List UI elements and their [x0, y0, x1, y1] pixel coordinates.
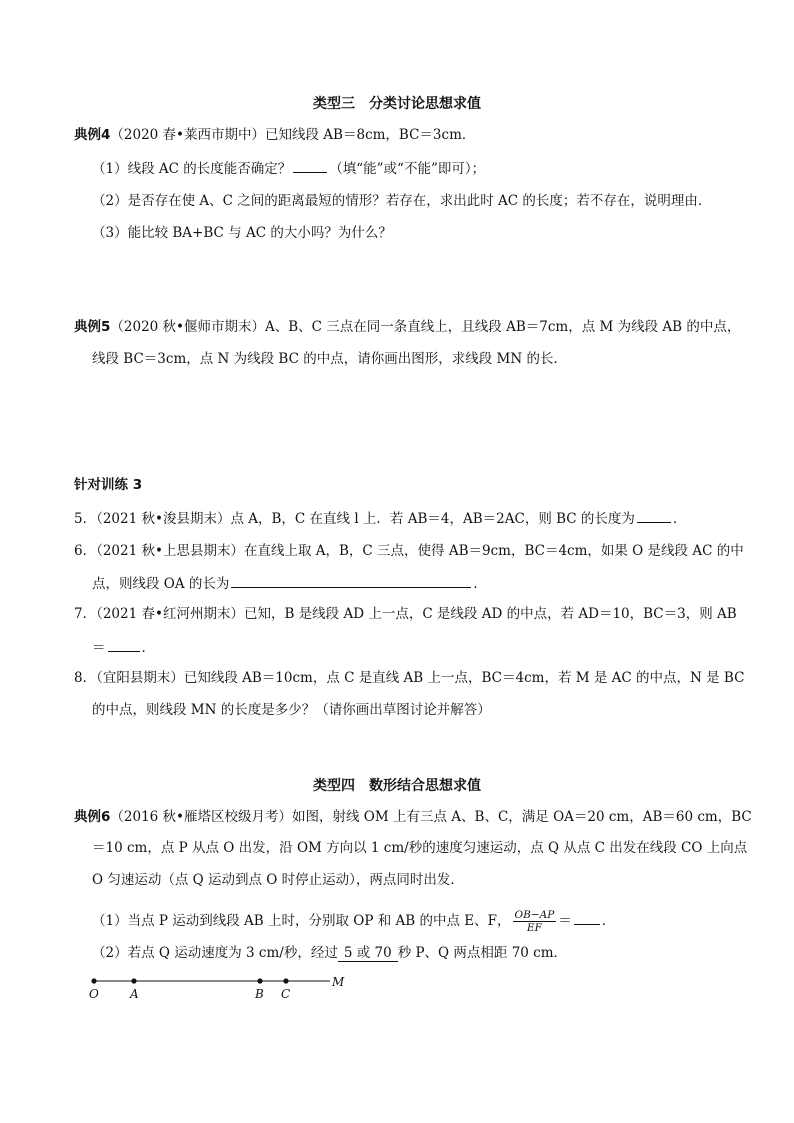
point-b-label: B — [255, 987, 264, 1001]
example-6-line2: ＝10 cm，点 P 从点 O 出发，沿 OM 方向以 1 cm/秒的速度匀速运动，点 Q 从点 C 出发在线段 CO 上向点 — [92, 840, 748, 856]
question-5 — [74, 508, 686, 529]
example-5-text: （2020 秋•偃师市期末）A、B、C 三点在同一条直线上，且线段 AB＝7cm，点 M 为线段 AB 的中点， — [110, 319, 741, 335]
q1-end: ． — [601, 913, 616, 929]
filled-answer: 5 或 70 — [338, 945, 398, 962]
example-6-q1 — [92, 906, 615, 936]
point-b-dot — [257, 978, 262, 983]
example-5-line2: 线段 BC＝3cm，点 N 为线段 BC 的中点，请你画出图形，求线段 MN 的长． — [92, 351, 567, 367]
question-8-line1: 8．（宜阳县期末）已知线段 AB＝10cm，点 C 是直线 AB 上一点，BC＝4cm，若 M 是 AC 的中点，N 是 BC — [74, 670, 745, 686]
answer-blank[interactable] — [108, 637, 140, 652]
question-7-line2 — [92, 637, 155, 658]
example-5-label: 典例5 — [74, 319, 111, 335]
point-o-dot — [91, 978, 96, 983]
question-6-end: ． — [473, 576, 487, 592]
ray-end-label: M — [332, 975, 345, 989]
q1-text: （1）线段 AC 的长度能否确定？ — [92, 161, 292, 177]
example-4-q2: （2）是否存在使 A、C 之间的距离最短的情形？若存在，求出此时 AC 的长度；若不存在，说明理由． — [92, 193, 712, 209]
example-4-q1 — [92, 158, 485, 179]
question-6-line2 — [92, 573, 487, 594]
answer-blank[interactable] — [637, 508, 671, 523]
example-6-line3: O 匀速运动（点 Q 运动到点 O 时停止运动），两点同时出发． — [92, 872, 464, 888]
answer-blank[interactable] — [231, 573, 471, 588]
question-8-line2: 的中点，则线段 MN 的长度是多少？（请你画出草图讨论并解答） — [92, 702, 491, 718]
point-o-label: O — [89, 987, 99, 1001]
fraction-denominator: EF — [526, 922, 542, 934]
training-3-title: 针对训练 3 — [74, 477, 143, 493]
q2-end: 秒 P、Q 两点相距 70 cm． — [397, 945, 568, 961]
example-6-label: 典例6 — [74, 809, 111, 825]
example-4-stem — [74, 125, 475, 145]
fraction-numerator: OB−AP — [514, 909, 555, 921]
question-7-end: ． — [141, 640, 155, 656]
point-a-dot — [131, 978, 136, 983]
example-6-text: （2016 秋•雁塔区校级月考）如图，射线 OM 上有三点 A、B、C，满足 OA＝20 cm，AB＝60 cm，BC — [110, 809, 752, 825]
point-c-label: C — [281, 987, 291, 1001]
answer-blank[interactable] — [293, 158, 327, 173]
q1-hint: （填“能”或“不能”即可）； — [329, 161, 486, 177]
example-4-q3: （3）能比较 BA+BC 与 AC 的大小吗？为什么？ — [92, 225, 392, 241]
section-title-type3: 类型三 分类讨论思想求值 — [313, 96, 481, 112]
point-c-dot — [283, 978, 288, 983]
question-6-line1: 6．（2021 秋•上思县期末）在直线上取 A，B，C 三点，使得 AB＝9cm，BC＝4cm，如果 O 是线段 AC 的中 — [74, 543, 744, 559]
question-5-end: ． — [672, 511, 687, 527]
ray-figure — [80, 970, 360, 1004]
example-4-label: 典例4 — [74, 127, 111, 143]
example-6-line1 — [74, 807, 752, 827]
question-7-text: ＝ — [92, 640, 106, 656]
answer-blank[interactable] — [574, 910, 600, 925]
fraction — [513, 909, 557, 934]
q2-text: （2）若点 Q 运动速度为 3 cm/秒，经过 — [92, 945, 338, 961]
question-6-text: 点，则线段 OA 的长为 — [92, 576, 230, 592]
example-6-q2 — [92, 943, 567, 963]
section-title-type4: 类型四 数形结合思想求值 — [313, 778, 481, 794]
question-7-line1: 7．（2021 春•红河州期末）已知，B 是线段 AD 上一点，C 是线段 AD 的中点，若 AD＝10，BC＝3，则 AB — [74, 606, 737, 622]
example-4-text: （2020 春•莱西市期中）已知线段 AB＝8cm，BC＝3cm． — [110, 127, 476, 143]
question-5-text: 5．（2021 秋•浚县期末）点 A，B，C 在直线 l 上．若 AB＝4，AB＝2AC，则 BC 的长度为 — [74, 511, 635, 527]
equals-sign: ＝ — [558, 913, 572, 929]
example-5-line1 — [74, 317, 740, 337]
q1-text: （1）当点 P 运动到线段 AB 上时，分别取 OP 和 AB 的中点 E、F， — [92, 913, 511, 929]
point-a-label: A — [130, 987, 139, 1001]
